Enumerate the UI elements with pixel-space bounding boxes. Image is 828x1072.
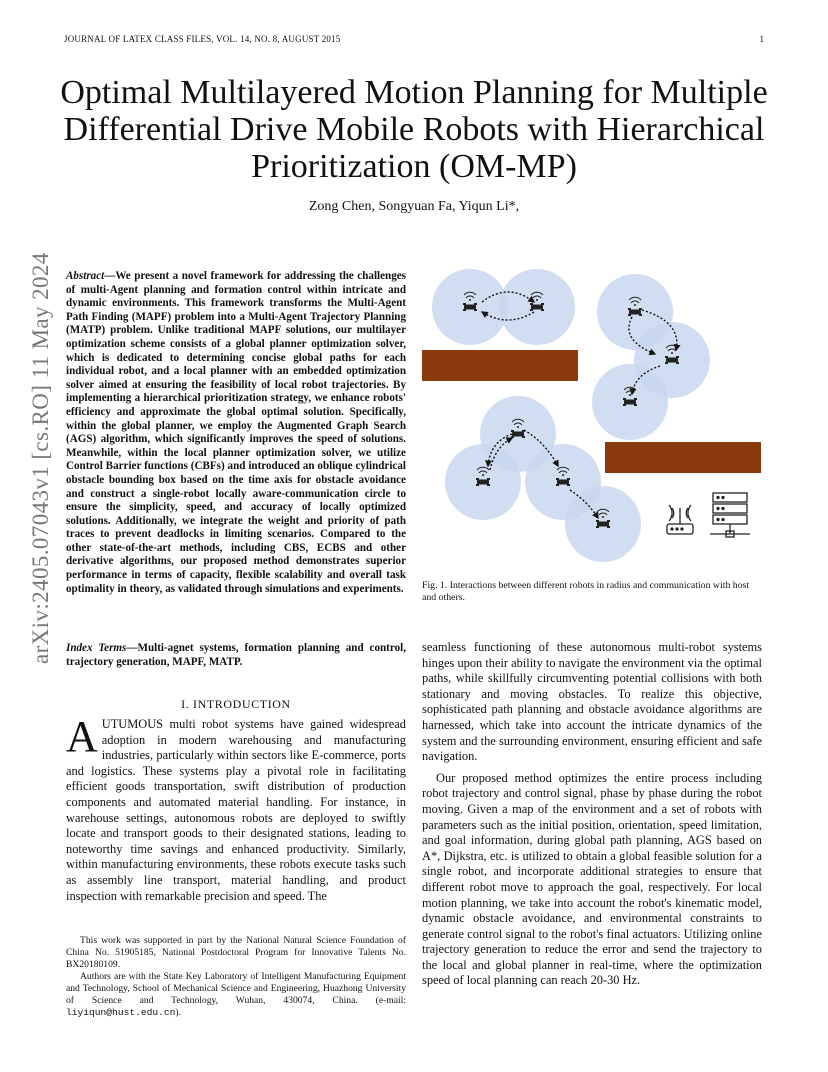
right-column-body <box>422 640 762 995</box>
abstract-text: —We present a novel framework for addressing the challenges of multi-Agent planning and formation control within intricate and dynamic environments. This framework transforms the Multi-Agent Path Finding (MAPF) problem into a Multi-Agent Trajectory Planning (MATP) problem. Unlike traditional MAPF solutions, our multilayer optimization scheme consists of a global planner optimization solver, which is dedicated to determining concise global paths for each individual robot, and a local planner with an embedded optimization solver aimed at ensuring the feasibility of local robot trajectories. By implementing a hierarchical prioritization strategy, we enhance robots' efficiency and approximate the global optimal solution. Specifically, within the global planner, we employ the Augmented Graph Search (AGS) algorithm, which significantly improves the speed of solutions. Meanwhile, within the local planner optimization solver, we utilize Control Barrier functions (CBFs) and introduced an oblique cylindrical obstacle bounding box based on the time axis for obstacle avoidance and construct a single-robot locally aware-communication circle to ensure the simplicity, speed, and accuracy of locally optimized solutions. Additionally, we integrate the weight and priority of path traces to prevent deadlocks in limiting scenarios. Compared to the other state-of-the-art methods, including CBS, ECBS and other derivative algorithms, our proposed method demonstrates superior performance in terms of capacity, flexible scalability and overall task optimality in theory, as validated through simulations and experiments. <box>66 270 406 595</box>
arxiv-stamp: arXiv:2405.07043v1 [cs.RO] 11 May 2024 <box>28 252 53 664</box>
router-icon <box>667 505 693 534</box>
abstract-label: Abstract <box>66 270 105 282</box>
figure-1 <box>420 262 762 574</box>
figure-caption: Fig. 1. Interactions between different robots in radius and communication with host and others. <box>422 580 750 603</box>
section-heading-introduction: I. INTRODUCTION <box>181 697 291 711</box>
index-terms-label: Index Terms <box>66 642 127 654</box>
page-number: 1 <box>759 34 764 44</box>
abstract <box>66 270 406 596</box>
index-terms-text: —Multi-agnet systems, formation planning and control, trajectory generation, MAPF, MATP. <box>66 642 406 668</box>
index-terms <box>66 642 406 669</box>
body-paragraph: seamless functioning of these autonomous multi-robot systems hinges upon their ability to navigate the environment via the optimal paths, while skillfully circumventing potential collisions with both stationary and moving obstacles. To realize this objective, sophisticated path planning and obstacle avoidance algorithms are harnessed, which take into account the intricate dynamics of the system and the surrounding environment, ensuring efficient and safe navigation. <box>422 640 762 764</box>
intro-text: UTUMOUS multi robot systems have gained widespread adoption in modern warehousing and manufacturing industries, particularly within sectors like E-commerce, ports and logistics. These systems play a pivotal role in facilitating efficient goods transportation, swift distribution of production components and automated material handling. For instance, in warehouse settings, autonomous robots are deployed to swiftly locate and transport goods to their designated stations, leading to noteworthy time savings and enhanced productivity. Similarly, within manufacturing environments, these robots execute tasks such as assembly line transport, material handling, and product inspection with remarkable precision and speed. The <box>66 717 406 903</box>
funding-note: This work was supported in part by the National Natural Science Foundation of China No. 51905185, National Postdoctoral Program for Innovative Talents No. BX20180109. <box>66 935 406 970</box>
paper-title: Optimal Multilayered Motion Planning for Multiple Differential Drive Mobile Robots with Hierarchical Prioritization (OM-MP) <box>60 74 768 185</box>
obstacle-wall-right <box>605 442 761 473</box>
obstacle-wall-left <box>422 350 578 381</box>
author-list: Zong Chen, Songyuan Fa, Yiqun Li*, <box>308 199 520 214</box>
body-paragraph: Our proposed method optimizes the entire process including robot trajectory and control signal, phase by phase during the robot moving. Given a map of the environment and a set of robots with parameters such as the initial position, orientation, speed limitation, and goal information, during global path planning, AGS based on A*, Dijkstra, etc. is utilized to obtain a global feasible solution for a single robot, and incorporate additional strategies to ensure that different robot move to approach the goal, respectively. For local motion planning, we take into account the robot's kinematic model, dynamic obstacle avoidance, and environmental constraints to generate control signal to the robot's final actuators. Utilizing online trajectory generation to reduce the error and send the trajectory to the local and global planner in real-time, where the optimization speed of local planning can reach 20-30 Hz. <box>422 770 762 988</box>
server-icon <box>710 493 750 537</box>
drop-cap: A <box>66 712 98 761</box>
running-header: JOURNAL OF LATEX CLASS FILES, VOL. 14, NO. 8, AUGUST 2015 <box>64 34 341 44</box>
email-link[interactable]: liyiqun@hust.edu.cn <box>66 1007 176 1018</box>
footnote <box>66 935 406 1019</box>
communication-circles <box>432 269 710 562</box>
affiliation-note: Authors are with the State Key Laboratory of Intelligent Manufacturing Equipment and Technology, School of Mechanical Science and Engineering, Huazhong University of Science and Technology, Wuhan, 430074, China. (e-mail: liyiqun@hust.edu.cn). <box>66 971 406 1018</box>
introduction-paragraph <box>66 712 406 904</box>
